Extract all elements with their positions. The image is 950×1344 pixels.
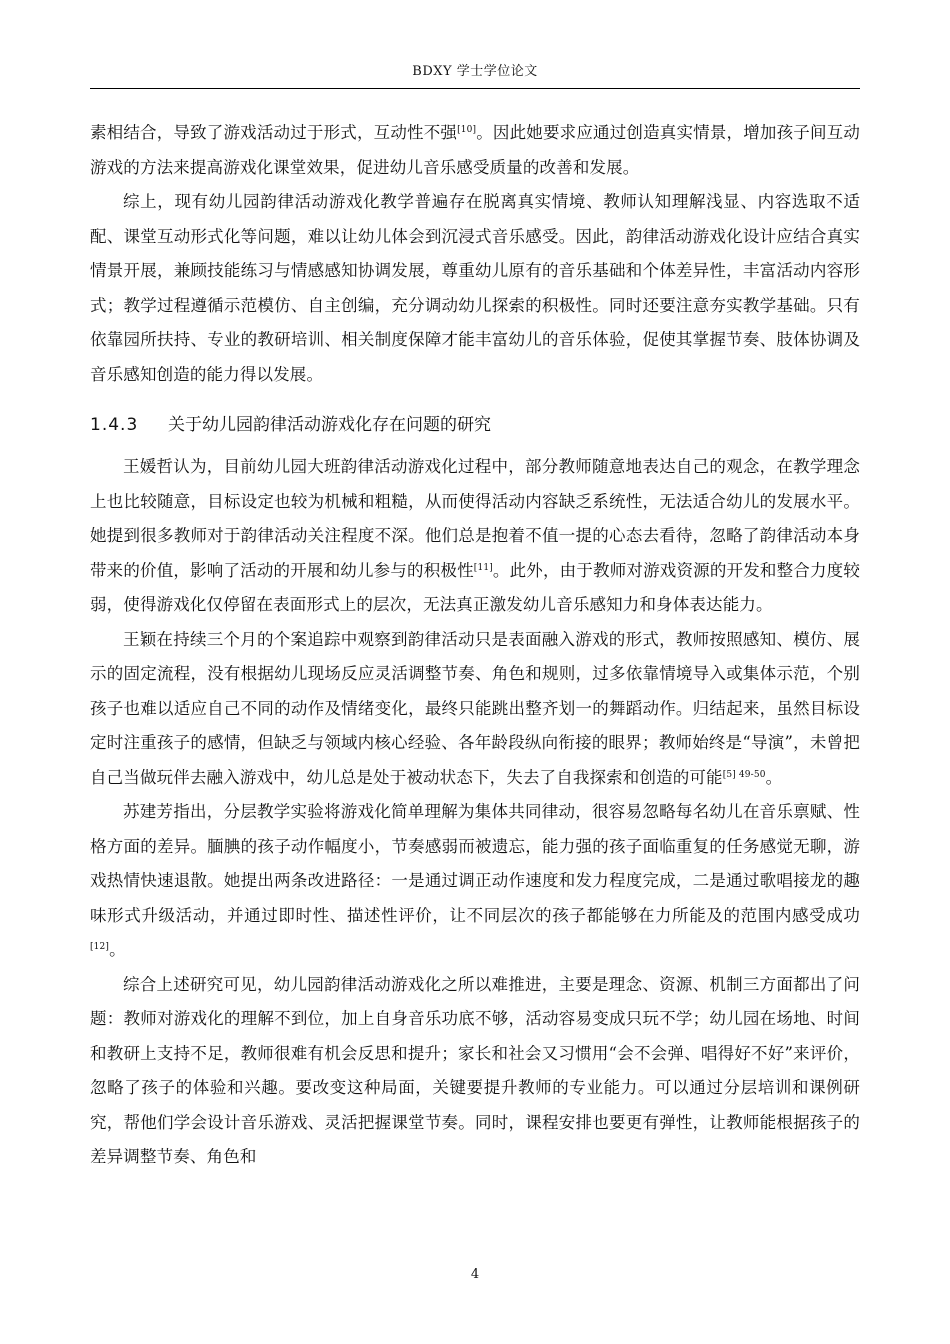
paragraph-continuation: [90, 116, 860, 185]
paragraph-wang-ying: [90, 623, 860, 796]
citation: [5] 49-50: [722, 769, 766, 780]
paragraph-text-tail: 。: [109, 940, 126, 959]
paragraph-text-tail: 。此外，由于教师对游戏资源的开发和整合力度较弱，使得游戏化仅停留在表面形式上的层次，无法真正激发幼儿音乐感知力和身体表达能力。: [90, 560, 860, 614]
section-number: 1.4.3: [90, 415, 139, 435]
header-divider: [90, 88, 860, 89]
section-title: 关于幼儿园韵律活动游戏化存在问题的研究: [168, 415, 491, 435]
paragraph-wang-yuanzhe: [90, 450, 860, 623]
citation: [12]: [90, 942, 110, 952]
paragraph-su-jianfang: [90, 795, 860, 968]
paragraph-text: 王媛哲认为，目前幼儿园大班韵律活动游戏化过程中，部分教师随意地表达自己的观念，在教学理念上也比较随意，目标设定也较为机械和粗糙，从而使得活动内容缺乏系统性，无法适合幼儿的发展水平。她提到很多教师对于韵律活动关注程度不深。他们总是抱着不值一提的心态去看待，忽略了韵律活动本身带来的价值，影响了活动的开展和幼儿参与的积极性: [90, 457, 860, 580]
running-header: BDXY 学士学位论文: [412, 64, 538, 79]
paragraph-text: 苏建芳指出，分层教学实验将游戏化简单理解为集体共同律动，很容易忽略每名幼儿在音乐禀赋、性格方面的差异。腼腆的孩子动作幅度小，节奏感弱而被遗忘，能力强的孩子面临重复的任务感觉无聊，游戏热情快速退散。她提出两条改进路径：一是通过调正动作速度和发力程度完成，二是通过歌唱接龙的趣味形式升级活动，并通过即时性、描述性评价，让不同层次的孩子都能够在力所能及的范围内感受成功: [90, 802, 860, 925]
paragraph-text: 王颖在持续三个月的个案追踪中观察到韵律活动只是表面融入游戏的形式，教师按照感知、模仿、展示的固定流程，没有根据幼儿现场反应灵活调整节奏、角色和规则，过多依靠情境导入或集体示范，个别孩子也难以适应自己不同的动作及情绪变化，最终只能跳出整齐划一的舞蹈动作。归结起来，虽然目标设定时注重孩子的感情，但缺乏与领域内核心经验、各年龄段纵向衔接的眼界；教师始终是“导演”，未曾把自己当做玩伴去融入游戏中，幼儿总是处于被动状态下，失去了自我探索和创造的可能: [90, 629, 860, 787]
paragraph-summary: 综上，现有幼儿园韵律活动游戏化教学普遍存在脱离真实情境、教师认知理解浅显、内容选取不适配、课堂互动形式化等问题，难以让幼儿体会到沉浸式音乐感受。因此，韵律活动游戏化设计应结合真实情景开展，兼顾技能练习与情感感知协调发展，尊重幼儿原有的音乐基础和个体差异性，丰富活动内容形式；教学过程遵循示范模仿、自主创编，充分调动幼儿探索的积极性。同时还要注意夯实教学基础。只有依靠园所扶持、专业的教研培训、相关制度保障才能丰富幼儿的音乐体验，促使其掌握节奏、肢体协调及音乐感知创造的能力得以发展。: [90, 192, 860, 384]
paragraph-text-tail: 。因此她要求应通过创造真实情景，增加孩子间互动游戏的方法来提高游戏化课堂效果，促进幼儿音乐感受质量的改善和发展。: [90, 123, 860, 177]
page-number: 4: [470, 1267, 480, 1282]
paragraph-text: 素相结合，导致了游戏活动过于形式，互动性不强: [90, 123, 458, 142]
paragraph-text-tail: 。: [765, 767, 783, 787]
citation: [10]: [457, 125, 477, 135]
paragraph-synthesis: 综合上述研究可见，幼儿园韵律活动游戏化之所以难推进，主要是理念、资源、机制三方面都出了问题：教师对游戏化的理解不到位，加上自身音乐功底不够，活动容易变成只玩不学；幼儿园在场地、时间和教研上支持不足，教师很难有机会反思和提升；家长和社会又习惯用“会不会弹、唱得好不好”来评价，忽略了孩子的体验和兴趣。要改变这种局面，关键要提升教师的专业能力。可以通过分层培训和课例研究，帮他们学会设计音乐游戏、灵活把握课堂节奏。同时，课程安排也要更有弹性，让教师能根据孩子的差异调整节奏、角色和: [90, 974, 860, 1166]
main-body: [90, 116, 860, 1175]
citation: [11]: [473, 562, 493, 573]
section-heading: [90, 408, 860, 442]
